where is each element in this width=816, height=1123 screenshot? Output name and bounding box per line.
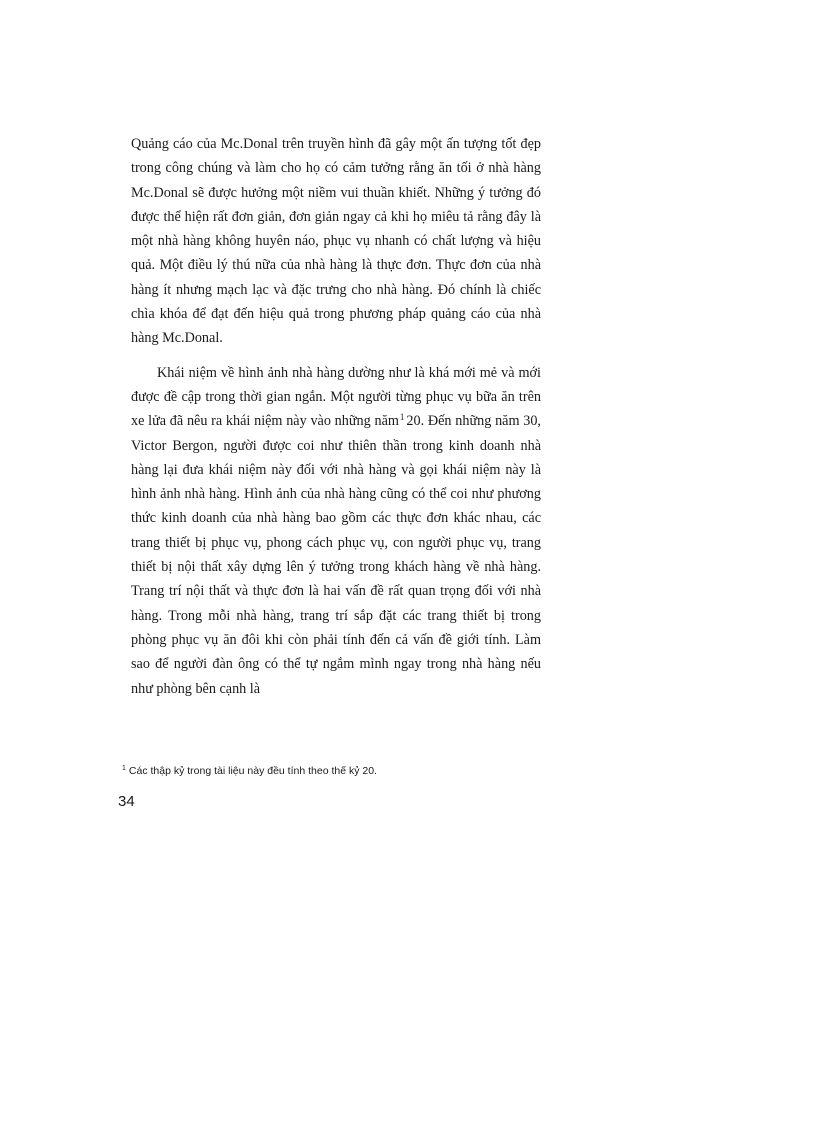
paragraph-text-before-footnote: Khái niệm về hình ảnh nhà hàng dường như là khá mới mẻ và mới được đề cập trong thời gian ngắn. Một người từng phục vụ bữa ăn trên xe lửa đã nêu ra khái niệm này vào những năm — [131, 364, 541, 430]
footnote-reference-mark[interactable]: 1 — [399, 411, 405, 422]
body-text — [131, 132, 541, 701]
page-number: 34 — [118, 793, 135, 810]
paragraph-text-after-footnote: 20. Đến những năm 30, Victor Bergon, người được coi như thiên thần trong kinh doanh nhà hàng lại đưa khái niệm này đối với nhà hàng và gọi khái niệm này là hình ảnh nhà hàng. Hình ảnh của nhà hàng cũng có thể coi như phương thức kinh doanh của nhà hàng bao gồm các thực đơn khác nhau, các trang thiết bị phục vụ, phong cách phục vụ, con người phục vụ, trang thiết bị nội thất xây dựng lên ý tưởng trong khách hàng về nhà hàng. Trang trí nội thất và thực đơn là hai vấn đề rất quan trọng đối với nhà hàng. Trong mỗi nhà hàng, trang trí sắp đặt các trang thiết bị trong phòng phục vụ ăn đôi khi còn phải tính đến cả vấn đề giới tính. Làm sao để người đàn ông có thể tự ngắm mình ngay trong nhà hàng nếu như phòng bên cạnh là — [131, 413, 541, 697]
paragraph-restaurant-image — [131, 361, 541, 701]
paragraph-mcdonal-advertising: Quảng cáo của Mc.Donal trên truyền hình đã gây một ấn tượng tốt đẹp trong công chúng và làm cho họ có cảm tưởng rằng ăn tối ở nhà hàng Mc.Donal sẽ được hưởng một niềm vui thuần khiết. Những ý tưởng đó được thể hiện rất đơn giản, đơn giản ngay cả khi họ miêu tả rằng đây là một nhà hàng không huyên náo, phục vụ nhanh có chất lượng và hiệu quả. Một điều lý thú nữa của nhà hàng là thực đơn. Thực đơn của nhà hàng ít nhưng mạch lạc và đặc trưng cho nhà hàng. Đó chính là chiếc chìa khóa để đạt đến hiệu quả trong phương pháp quảng cáo của nhà hàng Mc.Donal. — [131, 136, 541, 347]
footnote-mark: 1 — [122, 764, 126, 772]
footnote — [122, 764, 562, 778]
footnote-text: Các thập kỷ trong tài liệu này đều tính theo thế kỷ 20. — [128, 765, 377, 777]
